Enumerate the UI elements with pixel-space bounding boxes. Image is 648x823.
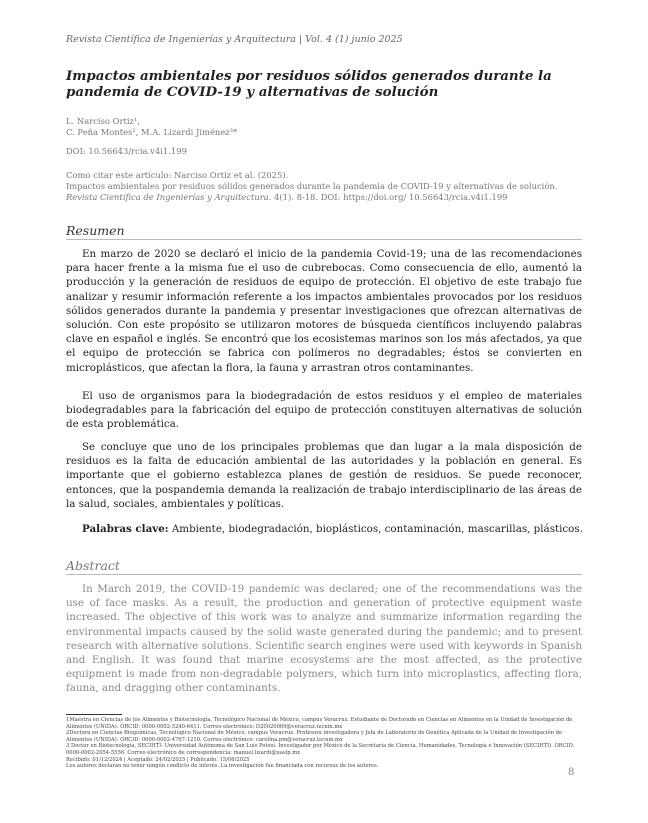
footnote-divider (66, 714, 122, 715)
citation-reference (66, 181, 586, 203)
footnotes (66, 717, 584, 770)
keywords-label: Palabras clave: (82, 523, 169, 535)
keywords-line (82, 523, 583, 535)
authors-line-1: L. Narciso Ortiz¹, (66, 116, 140, 126)
page-number: 8 (568, 767, 575, 778)
abstract-heading: Abstract (66, 558, 120, 573)
doi-line: DOI: 10.56643/rcia.v4i1.199 (66, 146, 187, 156)
citation-block (66, 170, 586, 203)
citation-details: 4(1). 8-18. DOI: https://doi.org/ 10.56643/rcia.v4i1.199 (271, 192, 508, 202)
footnote-dates: Recibido: 01/12/2024 | Aceptado: 24/02/2025 | Publicado: 15/06/2025 (66, 756, 250, 763)
citation-label: Como citar este artículo: Narciso Ortiz et al. (2025). (66, 170, 289, 180)
resumen-divider (66, 239, 582, 240)
author-list (66, 116, 237, 138)
abstract-paragraph-1: In March 2019, the COVID-19 pandemic was declared; one of the recommendations was the use of face masks. As a result, the production and generation of protective equipment waste increased. The objective of this work was to analyze and summarize information regarding the environmental impacts caused by the solid waste generated during the pandemic; and to present research with alternative solutions. Scientific search engines were used with keywords in Spanish and English. It was found that marine ecosystems are the most affected, as the protective equipment is made from non-degradable polymers, which turn into microplastics, affecting flora, fauna, and dragging other contaminants. (66, 583, 582, 695)
keywords-list: Ambiente, biodegradación, bioplásticos, contaminación, mascarillas, plásticos. (168, 523, 583, 535)
footnote-2: 2Doctora en Ciencias Bioquímicas, Tecnológico Nacional de México, campus Veracruz. Profesora investigadora y Jefa de Laboratorio de Genética Aplicada de la Unidad de Investigación de Alimentos (UNIDA). ORCID: 0000-0002-4767-1210. Correo electrónico: carolina.pm@veracruz.tecnm.mx (66, 730, 563, 743)
footnote-1: 1Maestra en Ciencias de los Alimentos y Biotecnología, Tecnológico Nacional de México, campus Veracruz. Estudiante de Doctorado en Ciencias en Alimentos en la Unidad de Investigación de Alimentos (UNIDA). ORCID: 0000-0002-5240-6411. Correo electrónico: D20020009@veracruz.tecnm.mx (66, 717, 573, 730)
citation-journal: Revista Científica de Ingenierías y Arquitectura. (66, 192, 272, 202)
journal-header: Revista Científica de Ingenierías y Arquitectura | Vol. 4 (1) junio 2025 (66, 34, 403, 45)
resumen-paragraph-3: Se concluye que uno de los principales problemas que dan lugar a la mala disposición de residuos es la falta de educación ambiental de las autoridades y la población en general. Es importante que el gobierno establezca planes de gestión de residuos. Se puede reconocer, entonces, que la pospandemia demanda la realización de trabajo interdisciplinario de las áreas de la salud, sociales, ambientales y políticas. (66, 441, 582, 510)
resumen-paragraph-2: El uso de organismos para la biodegradación de estos residuos y el empleo de materiales biodegradables para la fabricación del equipo de protección constituyen alternativas de solución de esta problemática. (66, 390, 582, 431)
footnote-conflict: Los autores declaran no tener ningún conflicto de interés. La investigación fue financiada con recursos de los autores. (66, 763, 379, 770)
resumen-heading: Resumen (66, 223, 125, 238)
authors-line-2: C. Peña Montes², M.A. Lizardi Jiménez³* (66, 127, 238, 137)
abstract-divider (66, 574, 582, 575)
resumen-paragraph-1: En marzo de 2020 se declaró el inicio de la pandemia Covid-19; una de las recomendaciones para hacer frente a la misma fue el uso de cubrebocas. Como consecuencia de ello, aumentó la producción y la generación de residuos de equipo de protección. El objetivo de este trabajo fue analizar y resumir información referente a los impactos ambientales provocados por los residuos sólidos generados durante la pandemia y presentar investigaciones que ofrezcan alternativas de solución. Con este propósito se utilizaron motores de búsqueda científicos incluyendo palabras clave en español e inglés. Se encontró que los ecosistemas marinos son los más afectados, ya que el equipo de protección se fabrica con polímeros no degradables; éstos se convierten en microplásticos, que afectan la flora, la fauna y arrastran otros contaminantes. (66, 248, 582, 374)
footnote-3: 3 Doctor en Biotecnología, SECIHTI- Universidad Autónoma de San Luis Potosí. Investigador por México de la Secretaría de Ciencia, Humanidades, Tecnología e Innovación (SECIHTI). ORCID: 0000-0002-2054-5556. Correo electrónico de correspondencia: manuel.lizardi@uaslp.mx (66, 743, 575, 756)
article-title: Impactos ambientales por residuos sólidos generados durante la pandemia de COVID-19 y alternativas de solución (66, 68, 552, 100)
citation-title: Impactos ambientales por residuos sólidos generados durante la pandemia de COVID-19 y alternativas de solución. (66, 181, 558, 191)
